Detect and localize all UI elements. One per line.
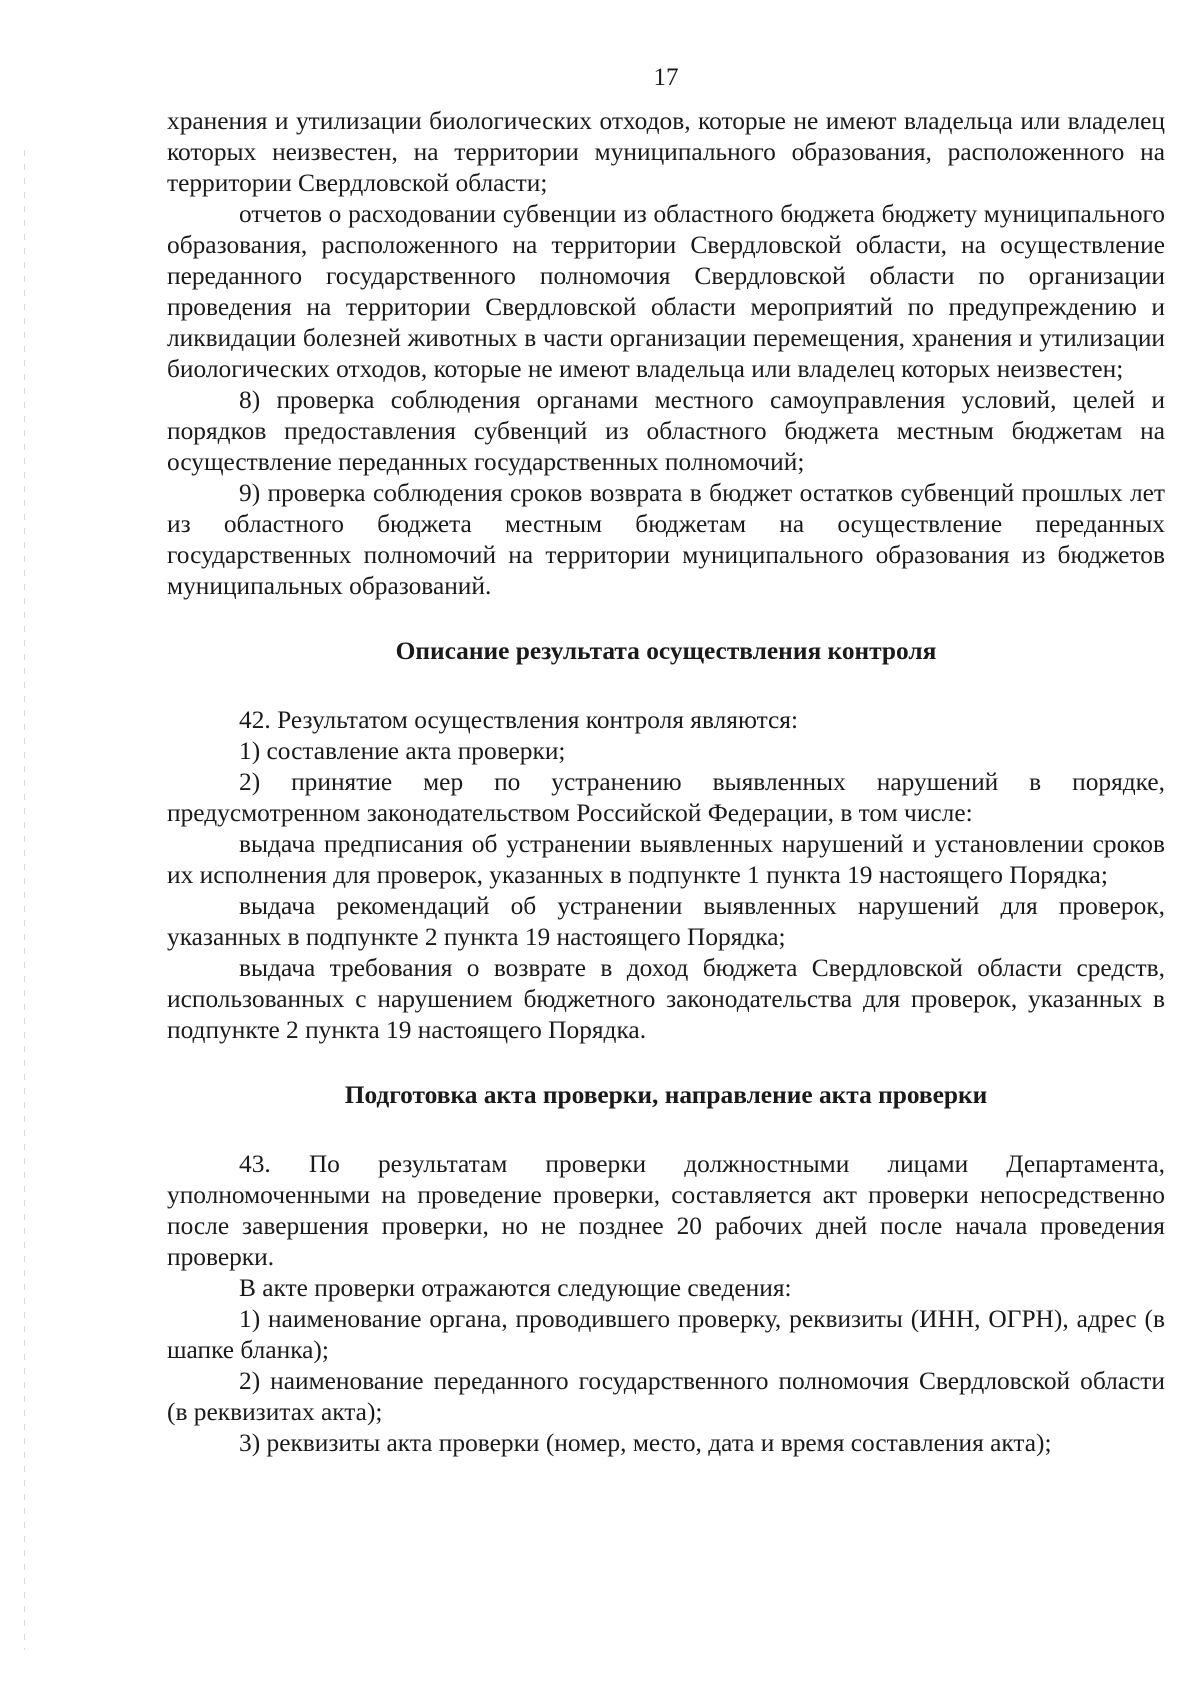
paragraph: 3) реквизиты акта проверки (номер, место, дата и время составления акта); <box>239 1429 1052 1457</box>
paragraph: выдача требования о возврате в доход бюджета Свердловской области средств, использованных с нарушением бюджетного законодательства для проверок, указанных в подпункте 2 пункта 19 настоящего Порядка. <box>167 954 1165 1044</box>
page-number: 17 <box>653 64 679 91</box>
paragraph: 2) наименование переданного государственного полномочия Свердловской области (в реквизитах акта); <box>167 1367 1165 1426</box>
section-heading-act: Подготовка акта проверки, направление акта проверки <box>344 1081 988 1109</box>
paragraph: отчетов о расходовании субвенции из областного бюджета бюджету муниципального образования, расположенного на территории Свердловской области, на осуществление переданного государственного полномочия Свердловской области по организации проведения на территории Свердловской области мероприятий по предупреждению и ликвидации болезней животных в части организации перемещения, хранения и утилизации биологических отходов, которые не имеют владельца или владелец которых неизвестен; <box>167 200 1165 383</box>
paragraph-item-8: 8) проверка соблюдения органами местного самоуправления условий, целей и порядков предоставления субвенций из областного бюджета местным бюджетам на осуществление переданных государственных полномочий; <box>167 386 1165 476</box>
paragraph-item-42: 42. Результатом осуществления контроля являются: <box>239 706 799 734</box>
paragraph: выдача рекомендаций об устранении выявленных нарушений для проверок, указанных в подпункте 2 пункта 19 настоящего Порядка; <box>167 892 1165 951</box>
paragraph: 1) наименование органа, проводившего проверку, реквизиты (ИНН, ОГРН), адрес (в шапке бланка); <box>167 1305 1165 1364</box>
paragraph-item-9: 9) проверка соблюдения сроков возврата в бюджет остатков субвенций прошлых лет из областного бюджета местным бюджетам на осуществление переданных государственных полномочий на территории муниципального образования из бюджетов муниципальных образований. <box>167 479 1165 600</box>
scan-edge-artifact <box>24 150 25 1650</box>
paragraph: 1) составление акта проверки; <box>239 737 566 765</box>
paragraph-continuation: хранения и утилизации биологических отходов, которые не имеют владельца или владелец которых неизвестен, на территории муниципального образования, расположенного на территории Свердловской области; <box>167 107 1165 197</box>
paragraph: выдача предписания об устранении выявленных нарушений и установлении сроков их исполнения для проверок, указанных в подпункте 1 пункта 19 настоящего Порядка; <box>167 830 1165 889</box>
section-heading-results: Описание результата осуществления контроля <box>395 637 937 665</box>
paragraph: В акте проверки отражаются следующие сведения: <box>239 1274 792 1302</box>
document-page <box>167 58 1165 1459</box>
paragraph-item-43: 43. По результатам проверки должностными лицами Департамента, уполномоченными на проведение проверки, составляется акт проверки непосредственно после завершения проверки, но не позднее 20 рабочих дней после начала проведения проверки. <box>167 1150 1165 1271</box>
paragraph: 2) принятие мер по устранению выявленных нарушений в порядке, предусмотренном законодательством Российской Федерации, в том числе: <box>167 768 1165 827</box>
